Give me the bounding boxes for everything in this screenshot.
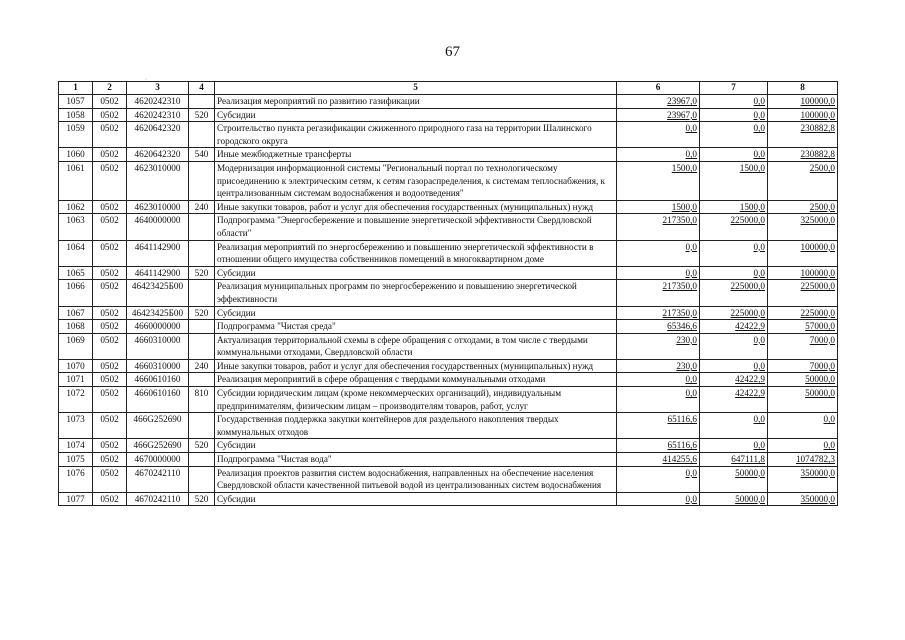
item-name-cell: Субсидии <box>215 108 617 122</box>
amount-col8-cell: 100000,0 <box>768 108 838 122</box>
section-code-cell: 0502 <box>93 333 127 359</box>
section-code-cell: 0502 <box>93 200 127 214</box>
amount-col6-cell: 1500,0 <box>617 161 700 200</box>
amount-col6-cell: 65116,6 <box>617 439 700 453</box>
target-article-cell: 4640000000 <box>127 214 189 240</box>
amount-col7-cell: 50000,0 <box>700 492 768 506</box>
target-article-cell: 4620642320 <box>127 148 189 162</box>
table-row <box>59 439 838 453</box>
amount-col8-cell: 225000,0 <box>768 280 838 306</box>
amount-col8-cell: 7000,0 <box>768 333 838 359</box>
row-number-cell: 1067 <box>59 306 93 320</box>
table-row <box>59 320 838 334</box>
table-row <box>59 108 838 122</box>
target-article-cell: 4670242110 <box>127 492 189 506</box>
section-code-cell: 0502 <box>93 413 127 439</box>
section-code-cell: 0502 <box>93 466 127 492</box>
row-number-cell: 1077 <box>59 492 93 506</box>
header-cell: 1 <box>59 82 93 95</box>
row-number-cell: 1059 <box>59 122 93 148</box>
amount-col7-cell: 42422,9 <box>700 387 768 413</box>
target-article-cell: 4641142900 <box>127 240 189 266</box>
row-number-cell: 1064 <box>59 240 93 266</box>
amount-col7-cell: 0,0 <box>700 108 768 122</box>
row-number-cell: 1074 <box>59 439 93 453</box>
section-code-cell: 0502 <box>93 161 127 200</box>
amount-col6-cell: 217350,0 <box>617 306 700 320</box>
table-row <box>59 387 838 413</box>
row-number-cell: 1065 <box>59 266 93 280</box>
table-row <box>59 214 838 240</box>
item-name-cell: Иные закупки товаров, работ и услуг для обеспечения государственных (муниципальных) нужд <box>215 200 617 214</box>
row-number-cell: 1071 <box>59 373 93 387</box>
row-number-cell: 1075 <box>59 453 93 467</box>
expense-type-cell: 520 <box>189 439 215 453</box>
target-article-cell: 46423425Б00 <box>127 306 189 320</box>
amount-col6-cell: 217350,0 <box>617 280 700 306</box>
table-row <box>59 95 838 109</box>
row-number-cell: 1069 <box>59 333 93 359</box>
table-row <box>59 240 838 266</box>
amount-col8-cell: 2500,0 <box>768 200 838 214</box>
amount-col6-cell: 23967,0 <box>617 108 700 122</box>
expense-type-cell <box>189 413 215 439</box>
expense-type-cell: 520 <box>189 306 215 320</box>
target-article-cell: 4670000000 <box>127 453 189 467</box>
row-number-cell: 1060 <box>59 148 93 162</box>
page-number: 67 <box>445 44 460 60</box>
amount-col7-cell: 647111,8 <box>700 453 768 467</box>
section-code-cell: 0502 <box>93 240 127 266</box>
amount-col8-cell: 230882,8 <box>768 122 838 148</box>
amount-col7-cell: 1500,0 <box>700 161 768 200</box>
amount-col8-cell: 325000,0 <box>768 214 838 240</box>
item-name-cell: Реализация мероприятий по энергосбережению и повышению энергетической эффективности в отношении общего имущества собственников помещений в многоквартирном доме <box>215 240 617 266</box>
amount-col6-cell: 0,0 <box>617 266 700 280</box>
header-cell: 6 <box>617 82 700 95</box>
item-name-cell: Субсидии юридическим лицам (кроме некоммерческих организаций), индивидуальным предпринимателям, физическим лицам – производителям товаров, работ, услуг <box>215 387 617 413</box>
amount-col8-cell: 50000,0 <box>768 373 838 387</box>
row-number-cell: 1061 <box>59 161 93 200</box>
target-article-cell: 4660310000 <box>127 333 189 359</box>
section-code-cell: 0502 <box>93 306 127 320</box>
item-name-cell: Реализация муниципальных программ по энергосбережению и повышению энергетической эффективности <box>215 280 617 306</box>
amount-col6-cell: 0,0 <box>617 148 700 162</box>
section-code-cell: 0502 <box>93 359 127 373</box>
expense-type-cell <box>189 466 215 492</box>
amount-col7-cell: 0,0 <box>700 148 768 162</box>
section-code-cell: 0502 <box>93 122 127 148</box>
item-name-cell: Строительство пункта регазификации сжиженного природного газа на территории Шалинского городского округа <box>215 122 617 148</box>
amount-col7-cell: 225000,0 <box>700 280 768 306</box>
target-article-cell: 4660310000 <box>127 359 189 373</box>
section-code-cell: 0502 <box>93 373 127 387</box>
amount-col8-cell: 100000,0 <box>768 240 838 266</box>
section-code-cell: 0502 <box>93 387 127 413</box>
amount-col6-cell: 230,0 <box>617 359 700 373</box>
target-article-cell: 46423425Б00 <box>127 280 189 306</box>
amount-col7-cell: 225000,0 <box>700 214 768 240</box>
header-cell: 3 <box>127 82 189 95</box>
row-number-cell: 1073 <box>59 413 93 439</box>
amount-col7-cell: 0,0 <box>700 359 768 373</box>
row-number-cell: 1070 <box>59 359 93 373</box>
row-number-cell: 1072 <box>59 387 93 413</box>
amount-col6-cell: 0,0 <box>617 466 700 492</box>
section-code-cell: 0502 <box>93 320 127 334</box>
table-row <box>59 161 838 200</box>
amount-col8-cell: 100000,0 <box>768 95 838 109</box>
table-row <box>59 492 838 506</box>
expense-type-cell <box>189 95 215 109</box>
row-number-cell: 1076 <box>59 466 93 492</box>
item-name-cell: Подпрограмма "Чистая вода" <box>215 453 617 467</box>
target-article-cell: 4660610160 <box>127 387 189 413</box>
expense-type-cell <box>189 333 215 359</box>
row-number-cell: 1068 <box>59 320 93 334</box>
expense-type-cell: 520 <box>189 492 215 506</box>
amount-col7-cell: 225000,0 <box>700 306 768 320</box>
header-cell: 4 <box>189 82 215 95</box>
section-code-cell: 0502 <box>93 95 127 109</box>
item-name-cell: Реализация мероприятий по развитию газификации <box>215 95 617 109</box>
target-article-cell: 4670242110 <box>127 466 189 492</box>
expense-type-cell: 810 <box>189 387 215 413</box>
header-cell: 2 <box>93 82 127 95</box>
item-name-cell: Субсидии <box>215 492 617 506</box>
item-name-cell: Субсидии <box>215 306 617 320</box>
amount-col6-cell: 65346,6 <box>617 320 700 334</box>
amount-col8-cell: 2500,0 <box>768 161 838 200</box>
amount-col7-cell: 0,0 <box>700 439 768 453</box>
amount-col8-cell: 0,0 <box>768 413 838 439</box>
expense-type-cell <box>189 453 215 467</box>
amount-col8-cell: 57000,0 <box>768 320 838 334</box>
expense-type-cell <box>189 214 215 240</box>
target-article-cell: 466G252690 <box>127 439 189 453</box>
header-cell: 7 <box>700 82 768 95</box>
row-number-cell: 1058 <box>59 108 93 122</box>
amount-col8-cell: 350000,0 <box>768 492 838 506</box>
amount-col8-cell: 7000,0 <box>768 359 838 373</box>
amount-col6-cell: 0,0 <box>617 492 700 506</box>
amount-col6-cell: 414255,6 <box>617 453 700 467</box>
expense-type-cell <box>189 240 215 266</box>
amount-col8-cell: 230882,8 <box>768 148 838 162</box>
expense-type-cell: 240 <box>189 359 215 373</box>
expense-type-cell: 520 <box>189 108 215 122</box>
table-row <box>59 200 838 214</box>
table-row <box>59 466 838 492</box>
amount-col8-cell: 50000,0 <box>768 387 838 413</box>
item-name-cell: Актуализация территориальной схемы в сфере обращения с отходами, в том числе с твердыми коммунальными отходами, Свердловской области <box>215 333 617 359</box>
header-row <box>59 82 838 95</box>
target-article-cell: 4620642320 <box>127 122 189 148</box>
amount-col7-cell: 0,0 <box>700 413 768 439</box>
amount-col6-cell: 65116,6 <box>617 413 700 439</box>
amount-col8-cell: 0,0 <box>768 439 838 453</box>
amount-col7-cell: 0,0 <box>700 333 768 359</box>
item-name-cell: Субсидии <box>215 439 617 453</box>
section-code-cell: 0502 <box>93 492 127 506</box>
amount-col8-cell: 100000,0 <box>768 266 838 280</box>
section-code-cell: 0502 <box>93 280 127 306</box>
item-name-cell: Иные межбюджетные трансферты <box>215 148 617 162</box>
table-row <box>59 359 838 373</box>
row-number-cell: 1057 <box>59 95 93 109</box>
target-article-cell: 4641142900 <box>127 266 189 280</box>
amount-col7-cell: 0,0 <box>700 122 768 148</box>
amount-col6-cell: 230,0 <box>617 333 700 359</box>
table-row <box>59 148 838 162</box>
amount-col7-cell: 1500,0 <box>700 200 768 214</box>
amount-col6-cell: 0,0 <box>617 122 700 148</box>
amount-col7-cell: 0,0 <box>700 266 768 280</box>
amount-col8-cell: 225000,0 <box>768 306 838 320</box>
amount-col6-cell: 0,0 <box>617 387 700 413</box>
item-name-cell: Реализация мероприятий в сфере обращения с твердыми коммунальными отходами <box>215 373 617 387</box>
target-article-cell: 4660610160 <box>127 373 189 387</box>
section-code-cell: 0502 <box>93 439 127 453</box>
target-article-cell: 4620242310 <box>127 95 189 109</box>
target-article-cell: 4623010000 <box>127 200 189 214</box>
expense-type-cell <box>189 373 215 387</box>
item-name-cell: Подпрограмма "Чистая среда" <box>215 320 617 334</box>
table-row <box>59 266 838 280</box>
item-name-cell: Реализация проектов развития систем водоснабжения, направленных на обеспечение населения Свердловской области качественной питьевой водой из централизованных систем водоснабжения <box>215 466 617 492</box>
table-row <box>59 306 838 320</box>
item-name-cell: Субсидии <box>215 266 617 280</box>
expense-type-cell <box>189 161 215 200</box>
row-number-cell: 1062 <box>59 200 93 214</box>
table-row <box>59 373 838 387</box>
amount-col8-cell: 1074782,3 <box>768 453 838 467</box>
amount-col6-cell: 1500,0 <box>617 200 700 214</box>
item-name-cell: Подпрограмма "Энергосбережение и повышение энергетической эффективности Свердловской области" <box>215 214 617 240</box>
header-cell: 8 <box>768 82 838 95</box>
amount-col6-cell: 23967,0 <box>617 95 700 109</box>
item-name-cell: Модернизация информационной системы "Региональный портал по технологическому присоединению к электрическим сетям, к сетям газораспределения, к системам теплоснабжения, к централизованным системам водоснабжения и водоотведения" <box>215 161 617 200</box>
row-number-cell: 1063 <box>59 214 93 240</box>
table-row <box>59 333 838 359</box>
amount-col7-cell: 0,0 <box>700 240 768 266</box>
amount-col6-cell: 0,0 <box>617 240 700 266</box>
expense-type-cell <box>189 280 215 306</box>
section-code-cell: 0502 <box>93 214 127 240</box>
item-name-cell: Государственная поддержка закупки контейнеров для раздельного накопления твердых коммунальных отходов <box>215 413 617 439</box>
amount-col7-cell: 0,0 <box>700 95 768 109</box>
table-row <box>59 280 838 306</box>
amount-col6-cell: 217350,0 <box>617 214 700 240</box>
header-cell: 5 <box>215 82 617 95</box>
target-article-cell: 466G252690 <box>127 413 189 439</box>
section-code-cell: 0502 <box>93 453 127 467</box>
target-article-cell: 4620242310 <box>127 108 189 122</box>
item-name-cell: Иные закупки товаров, работ и услуг для обеспечения государственных (муниципальных) нужд <box>215 359 617 373</box>
amount-col7-cell: 42422,9 <box>700 373 768 387</box>
expense-type-cell: 520 <box>189 266 215 280</box>
target-article-cell: 4623010000 <box>127 161 189 200</box>
expense-type-cell: 540 <box>189 148 215 162</box>
amount-col7-cell: 50000,0 <box>700 466 768 492</box>
expense-type-cell <box>189 122 215 148</box>
amount-col6-cell: 0,0 <box>617 373 700 387</box>
target-article-cell: 4660000000 <box>127 320 189 334</box>
budget-table <box>58 81 838 506</box>
section-code-cell: 0502 <box>93 266 127 280</box>
section-code-cell: 0502 <box>93 108 127 122</box>
expense-type-cell <box>189 320 215 334</box>
table-row <box>59 122 838 148</box>
row-number-cell: 1066 <box>59 280 93 306</box>
table-row <box>59 413 838 439</box>
scan-speck: · <box>145 77 147 83</box>
table-row <box>59 453 838 467</box>
amount-col8-cell: 350000,0 <box>768 466 838 492</box>
expense-type-cell: 240 <box>189 200 215 214</box>
amount-col7-cell: 42422,9 <box>700 320 768 334</box>
section-code-cell: 0502 <box>93 148 127 162</box>
